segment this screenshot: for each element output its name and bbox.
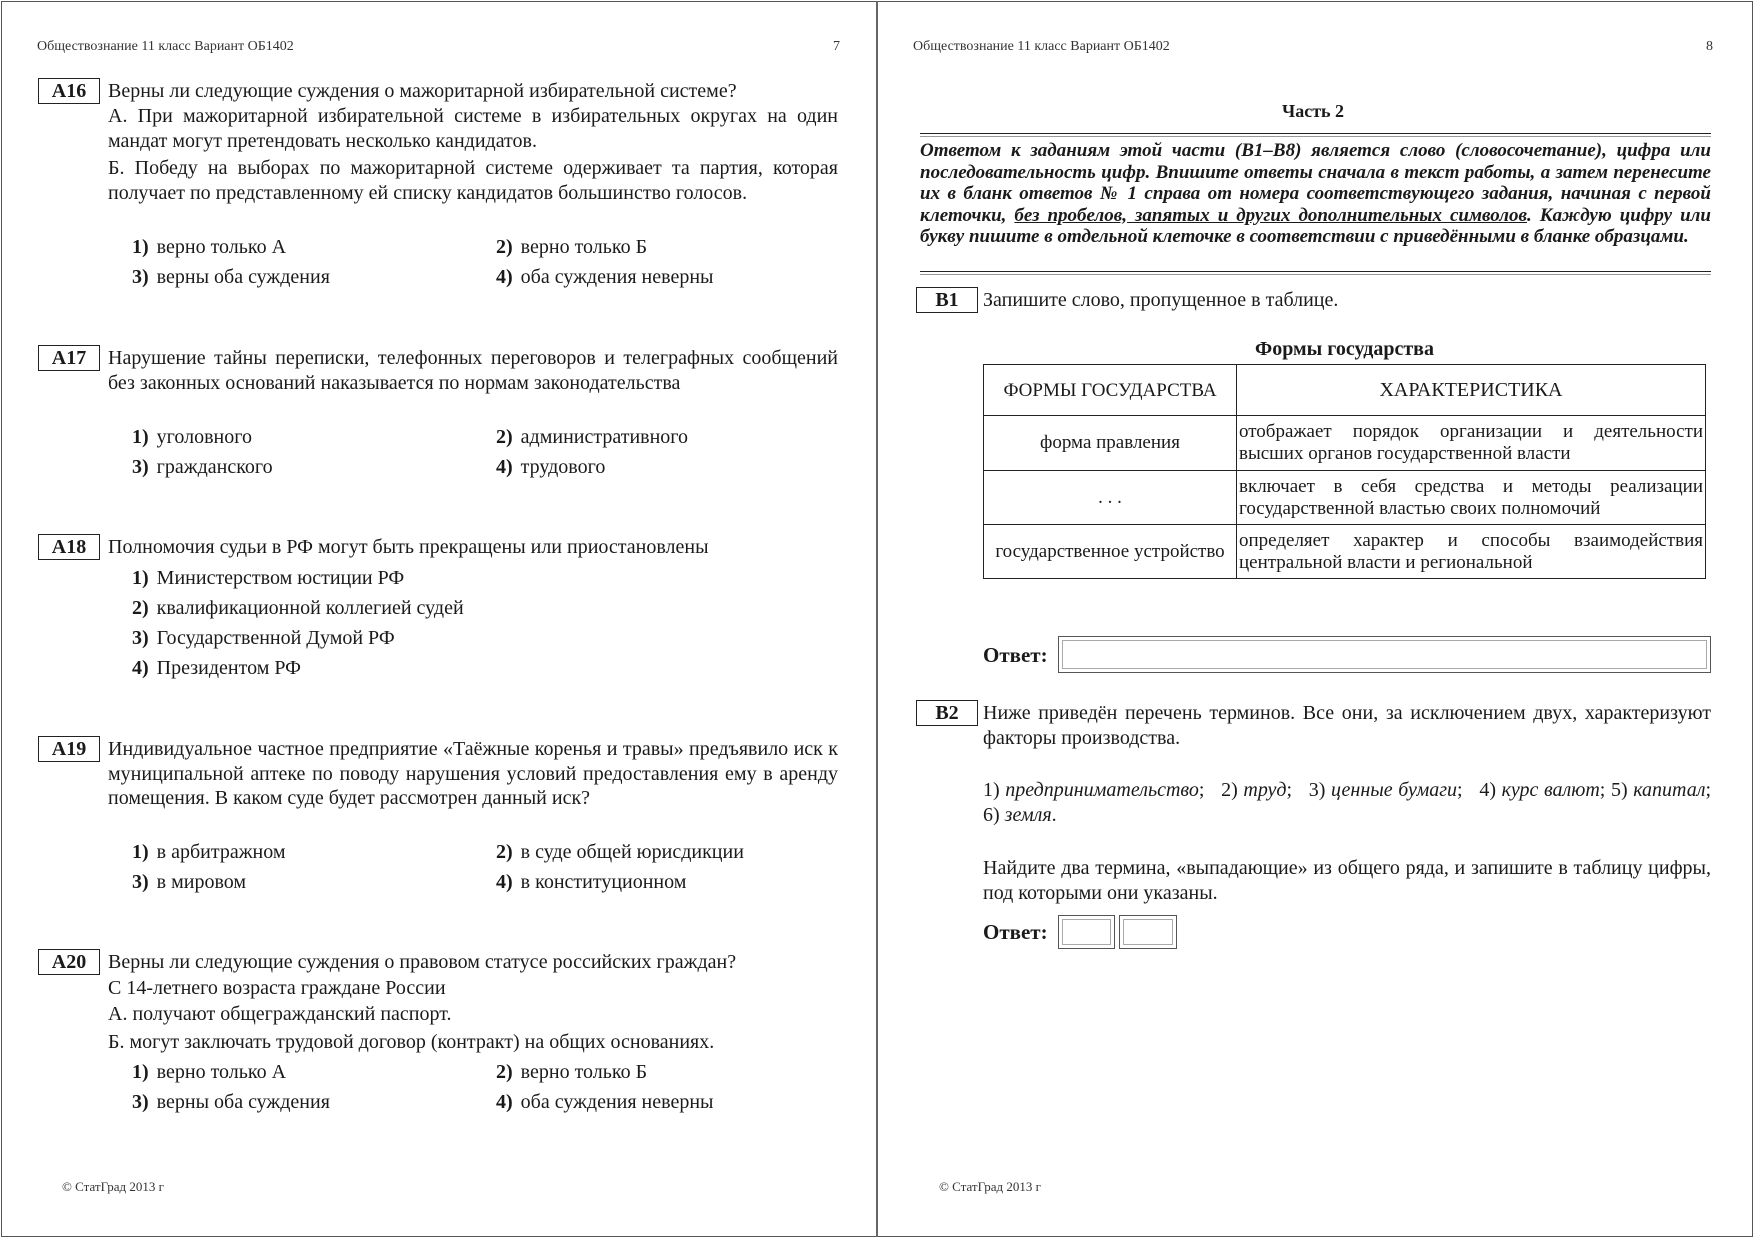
rule-bottom bbox=[920, 271, 1711, 275]
option-3[interactable]: 3) в мировом bbox=[132, 871, 247, 893]
option-3[interactable]: 3) гражданского bbox=[132, 456, 273, 478]
statement-b: Б. Победу на выборах по мажоритарной системе одерживает та партия, которая получает по представленному ей списку кандидатов большинство голосов. bbox=[108, 157, 838, 204]
option-4[interactable]: 4) в конституционном bbox=[496, 871, 687, 893]
option-4[interactable]: 4) трудового bbox=[496, 456, 606, 478]
question-number: A18 bbox=[38, 534, 100, 560]
question-number: A17 bbox=[38, 345, 100, 371]
forms-table bbox=[983, 364, 1706, 579]
answer-field-b1[interactable] bbox=[1058, 636, 1711, 673]
table-header: ФОРМЫ ГОСУДАРСТВА bbox=[984, 365, 1237, 416]
option-2[interactable]: 2) верно только Б bbox=[496, 1061, 648, 1083]
answer-label: Ответ: bbox=[983, 643, 1048, 667]
table-header: ХАРАКТЕРИСТИКА bbox=[1237, 365, 1706, 416]
question-text: Нарушение тайны переписки, телефонных переговоров и телеграфных сообщений без законных оснований наказывается по нормам законодательства bbox=[108, 347, 838, 394]
option-1[interactable]: 1) верно только А bbox=[132, 236, 287, 258]
option-3[interactable]: 3) Государственной Думой РФ bbox=[132, 627, 395, 649]
question-number: A19 bbox=[38, 736, 100, 762]
question-number: B1 bbox=[916, 287, 978, 313]
table-cell: включает в себя средства и методы реализации государственной властью своих полномочий bbox=[1237, 471, 1706, 525]
statement-b: Б. могут заключать трудовой договор (контракт) на общих основаниях. bbox=[108, 1031, 715, 1053]
question-text: Запишите слово, пропущенное в таблице. bbox=[983, 289, 1339, 311]
question-text: Индивидуальное частное предприятие «Таёжные коренья и травы» предъявило иск к муниципальной аптеке по поводу нарушения условий предоставления ему в аренду помещения. В каком суде будет рассмотрен данный иск? bbox=[108, 738, 838, 809]
page-divider bbox=[876, 1, 878, 1237]
table-cell: государственное устройство bbox=[984, 525, 1237, 579]
option-2[interactable]: 2) верно только Б bbox=[496, 236, 648, 258]
table-cell: форма правления bbox=[984, 416, 1237, 471]
page-number: 7 bbox=[833, 39, 840, 54]
option-2[interactable]: 2) административного bbox=[496, 426, 689, 448]
footer-copyright: © СтатГрад 2013 г bbox=[939, 1179, 1041, 1194]
terms-list: 1) предпринимательство; 2) труд; 3) ценные бумаги; 4) курс валют; 5) капитал; 6) земля. bbox=[983, 779, 1712, 826]
question-number: A16 bbox=[38, 78, 100, 104]
question-intro: С 14-летнего возраста граждане России bbox=[108, 977, 446, 999]
option-1[interactable]: 1) Министерством юстиции РФ bbox=[132, 567, 405, 589]
table-cell: отображает порядок организации и деятельности высших органов государственной власти bbox=[1237, 416, 1706, 471]
question-text: Ниже приведён перечень терминов. Все они, за исключением двух, характеризуют факторы производства. bbox=[983, 702, 1711, 749]
task-text: Найдите два термина, «выпадающие» из общего ряда, и запишите в таблицу цифры, под которыми они указаны. bbox=[983, 857, 1711, 904]
instructions: Ответом к заданиям этой части (В1–В8) является слово (словосочетание), цифра или последовательность цифр. Впишите ответы сначала в текст работы, а затем перенесите их в бланк ответов № 1 справа от номера соответствующего задания, начиная с первой клеточки, без пробелов, запятых и других дополнительных символов. Каждую цифру или букву пишите в отдельной клеточке в соответствии с приведёнными в бланке образцами. bbox=[920, 140, 1711, 247]
statement-a: А. получают общегражданский паспорт. bbox=[108, 1003, 452, 1025]
table-title: Формы государства bbox=[1255, 338, 1434, 360]
option-3[interactable]: 3) верны оба суждения bbox=[132, 1091, 330, 1113]
page-number: 8 bbox=[1706, 39, 1713, 54]
option-4[interactable]: 4) оба суждения неверны bbox=[496, 1091, 714, 1113]
part-title: Часть 2 bbox=[1282, 101, 1345, 121]
table-cell-missing: . . . bbox=[984, 471, 1237, 525]
question-text: Верны ли следующие суждения о мажоритарной избирательной системе? bbox=[108, 80, 737, 102]
option-2[interactable]: 2) в суде общей юрисдикции bbox=[496, 841, 744, 863]
option-1[interactable]: 1) уголовного bbox=[132, 426, 252, 448]
option-4[interactable]: 4) оба суждения неверны bbox=[496, 266, 714, 288]
option-1[interactable]: 1) в арбитражном bbox=[132, 841, 286, 863]
rule-top bbox=[920, 133, 1711, 137]
option-3[interactable]: 3) верны оба суждения bbox=[132, 266, 330, 288]
option-4[interactable]: 4) Президентом РФ bbox=[132, 657, 301, 679]
page-header: Обществознание 11 класс Вариант ОБ1402 bbox=[37, 39, 294, 54]
statement-a: А. При мажоритарной избирательной системе в избирательных округах на один мандат могут претендовать несколько кандидатов. bbox=[108, 105, 838, 152]
question-text: Верны ли следующие суждения о правовом статусе российских граждан? bbox=[108, 951, 737, 973]
footer-copyright: © СтатГрад 2013 г bbox=[62, 1179, 164, 1194]
answer-cell-1[interactable] bbox=[1058, 915, 1115, 949]
page-header: Обществознание 11 класс Вариант ОБ1402 bbox=[913, 39, 1170, 54]
table-cell: определяет характер и способы взаимодействия центральной власти и региональной bbox=[1237, 525, 1706, 579]
option-1[interactable]: 1) верно только А bbox=[132, 1061, 287, 1083]
answer-cell-2[interactable] bbox=[1119, 915, 1177, 949]
question-number: B2 bbox=[916, 700, 978, 726]
answer-label: Ответ: bbox=[983, 920, 1048, 944]
question-number: A20 bbox=[38, 949, 100, 975]
question-text: Полномочия судьи в РФ могут быть прекращены или приостановлены bbox=[108, 536, 709, 558]
option-2[interactable]: 2) квалификационной коллегией судей bbox=[132, 597, 464, 619]
